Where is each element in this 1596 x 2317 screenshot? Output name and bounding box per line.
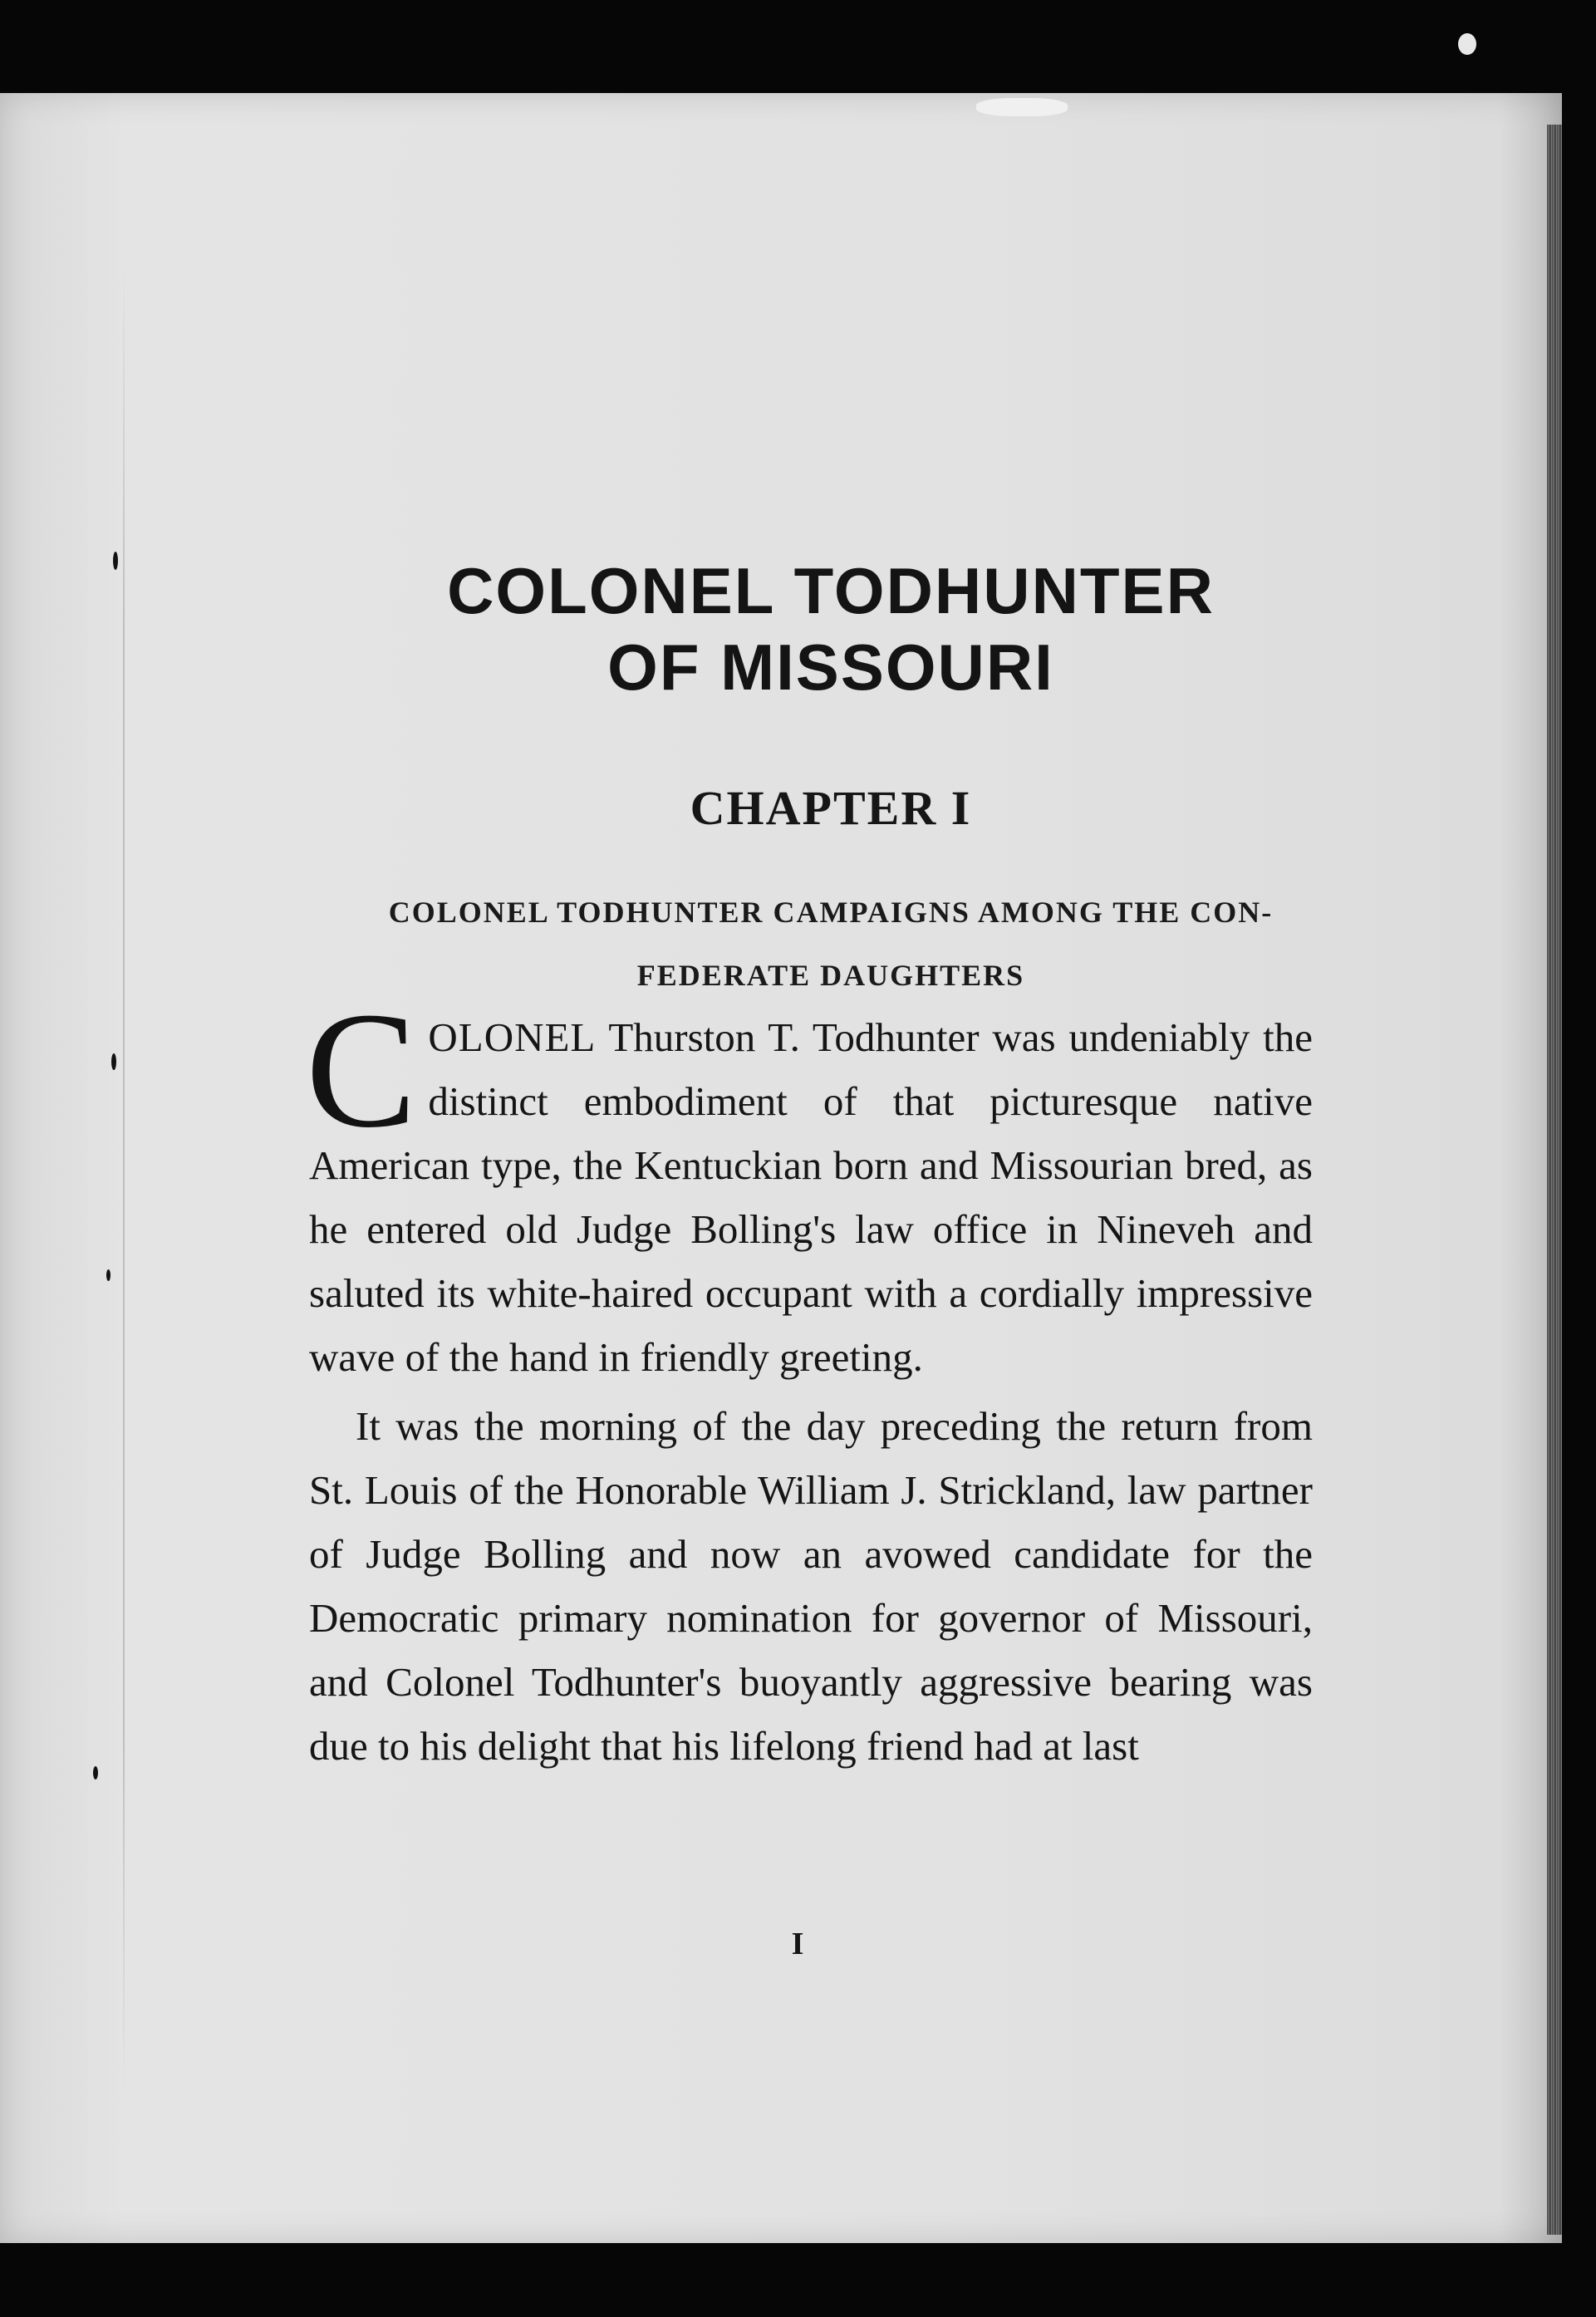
paragraph-1-text: Thurston T. Todhunter was undeniably the distinct embodiment of that picturesque native American type, the Kentuckian born and Missourian bred, as he entered old Judge Bolling's law office in Nineveh and saluted its white-haired occupant with a cordially impressive wave of the hand in friendly greeting. — [309, 1014, 1313, 1380]
scan-speck — [976, 98, 1068, 116]
paragraph-2: It was the morning of the day preceding the return from St. Louis of the Honorable William J. Strickland, law partner of Judge Bolling and now an avowed candidate for the Democratic primary nomination for governor of Missouri, and Colonel Todhunter's buoyantly aggressive bearing was due to his delight that his lifelong friend had at last — [309, 1403, 1313, 1769]
book-title-line-2: OF MISSOURI — [607, 631, 1054, 704]
body-text — [306, 979, 1313, 1778]
page-edge — [1547, 125, 1562, 2235]
book-title — [316, 552, 1346, 705]
chapter-subtitle-line-2: FEDERATE DAUGHTERS — [636, 959, 1025, 992]
scan-speck — [113, 552, 118, 570]
chapter-subtitle — [316, 881, 1346, 1007]
scan-speck — [1458, 33, 1476, 55]
drop-cap: C — [306, 979, 417, 1162]
chapter-number: CHAPTER I — [690, 781, 972, 835]
scan-speck — [106, 1269, 110, 1281]
lead-word: OLONEL — [428, 1014, 597, 1060]
chapter-subtitle-line-1: COLONEL TODHUNTER CAMPAIGNS AMONG THE CON- — [388, 896, 1274, 929]
gutter-line — [123, 266, 125, 2094]
scan-speck — [111, 1053, 116, 1070]
page-number: I — [791, 1927, 804, 1961]
paragraph-1 — [306, 979, 1313, 1389]
scan-speck — [93, 1766, 98, 1779]
book-title-line-1: COLONEL TODHUNTER — [447, 554, 1215, 627]
